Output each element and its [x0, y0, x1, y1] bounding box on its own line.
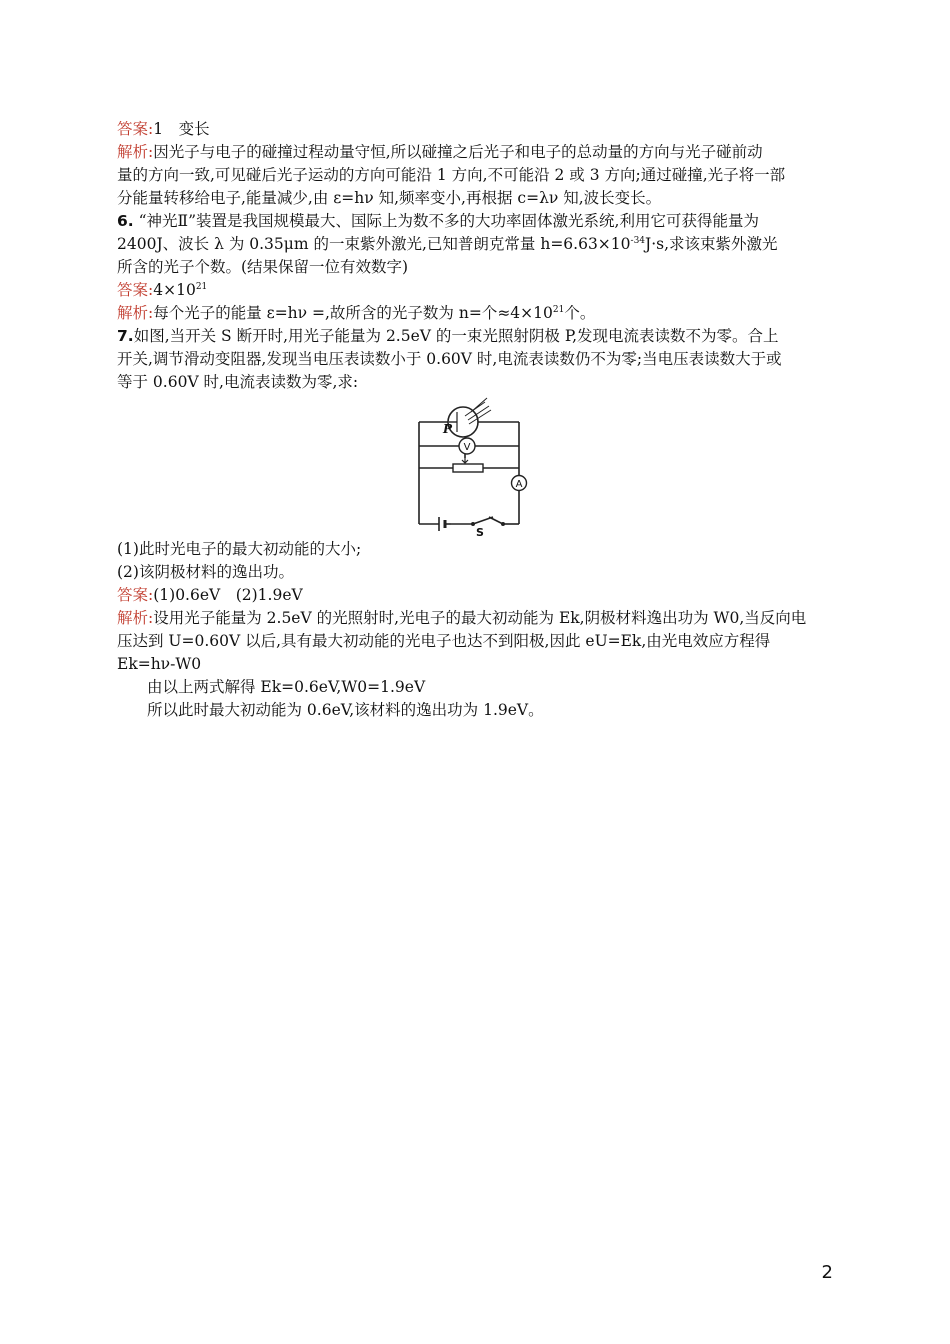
q6-question-line — [117, 233, 837, 256]
switch-contact — [501, 522, 505, 526]
document-body — [117, 118, 837, 722]
q6-question-line — [117, 210, 837, 233]
analysis-text: 个。 — [564, 304, 596, 322]
circuit-figure — [117, 396, 837, 538]
q6-answer — [117, 279, 837, 302]
q7-question-line: 等于 0.60V 时,电流表读数为零,求: — [117, 373, 359, 391]
q7-analysis-line: 所以此时最大初动能为 0.6eV,该材料的逸出功为 1.9eV。 — [147, 701, 544, 719]
q7-analysis-line: Ek=hν-W0 — [117, 655, 202, 673]
voltmeter-label: V — [463, 442, 471, 453]
q6-question-line: 所含的光子个数。(结果保留一位有效数字) — [117, 258, 409, 276]
q7-question-line — [117, 325, 837, 348]
circuit-diagram — [413, 396, 533, 536]
q5-analysis-line — [117, 141, 837, 164]
q5-analysis-line: 分能量转移给电子,能量减少,由 ε=hν 知,频率变小,再根据 c=λν 知,波长变长。 — [117, 189, 662, 207]
answer-label: 答案: — [117, 586, 154, 604]
ammeter-label: A — [515, 479, 523, 490]
q7-answer — [117, 584, 837, 607]
cathode-label: P — [443, 422, 453, 436]
q5-analysis-line: 量的方向一致,可见碰后光子运动的方向可能沿 1 方向,不可能沿 2 或 3 方向;通过碰撞,光子将一部 — [117, 166, 786, 184]
analysis-text: 因光子与电子的碰撞过程动量守恒,所以碰撞之后光子和电子的总动量的方向与光子碰前动 — [153, 143, 763, 161]
analysis-text: 每个光子的能量 ε=hν =,故所含的光子数为 n=个≈4×10 — [153, 304, 553, 322]
q7-question-line: 开关,调节滑动变阻器,发现当电压表读数小于 0.60V 时,电流表读数仍不为零;当电压表读数大于或 — [117, 350, 782, 368]
analysis-label: 解析: — [117, 143, 154, 161]
question-text: “神光Ⅱ”装置是我国规模最大、国际上为数不多的大功率固体激光系统,利用它可获得能量为 — [138, 212, 759, 230]
question-number: 7. — [117, 327, 134, 345]
switch-label: S — [476, 526, 484, 536]
question-text: J·s,求该束紫外激光 — [645, 235, 778, 253]
q7-analysis-line: 由以上两式解得 Ek=0.6eV,W0=1.9eV — [147, 678, 426, 696]
exponent: 21 — [195, 281, 208, 292]
page-number: 2 — [821, 1262, 833, 1283]
question-text: 2400J、波长 λ 为 0.35μm 的一束紫外激光,已知普朗克常量 h=6.63×10 — [117, 235, 631, 253]
q7-sub-question: (2)该阴极材料的逸出功。 — [117, 563, 294, 581]
answer-text: 4×10 — [153, 281, 196, 299]
analysis-label: 解析: — [117, 609, 154, 627]
q7-analysis-line — [117, 607, 837, 630]
exponent: -34 — [630, 235, 646, 246]
answer-label: 答案: — [117, 281, 154, 299]
analysis-text: 设用光子能量为 2.5eV 的光照射时,光电子的最大初动能为 Ek,阴极材料逸出功为 W0,当反向电 — [153, 609, 807, 627]
analysis-label: 解析: — [117, 304, 154, 322]
answer-label: 答案: — [117, 120, 154, 138]
q7-analysis-line: 压达到 U=0.60V 以后,具有最大初动能的光电子也达不到阳极,因此 eU=Ek,由光电效应方程得 — [117, 632, 771, 650]
exponent: 21 — [552, 304, 565, 315]
switch-lever — [473, 517, 493, 524]
q6-analysis — [117, 302, 837, 325]
answer-text: (1)0.6eV (2)1.9eV — [153, 586, 303, 604]
question-text: 如图,当开关 S 断开时,用光子能量为 2.5eV 的一束光照射阴极 P,发现电流表读数不为零。合上 — [133, 327, 779, 345]
rheostat-slider — [462, 458, 468, 463]
question-number: 6. — [117, 212, 134, 230]
rheostat — [453, 464, 483, 472]
q7-sub-question: (1)此时光电子的最大初动能的大小; — [117, 540, 362, 558]
q5-answer — [117, 118, 837, 141]
answer-text: 1 变长 — [153, 120, 210, 138]
